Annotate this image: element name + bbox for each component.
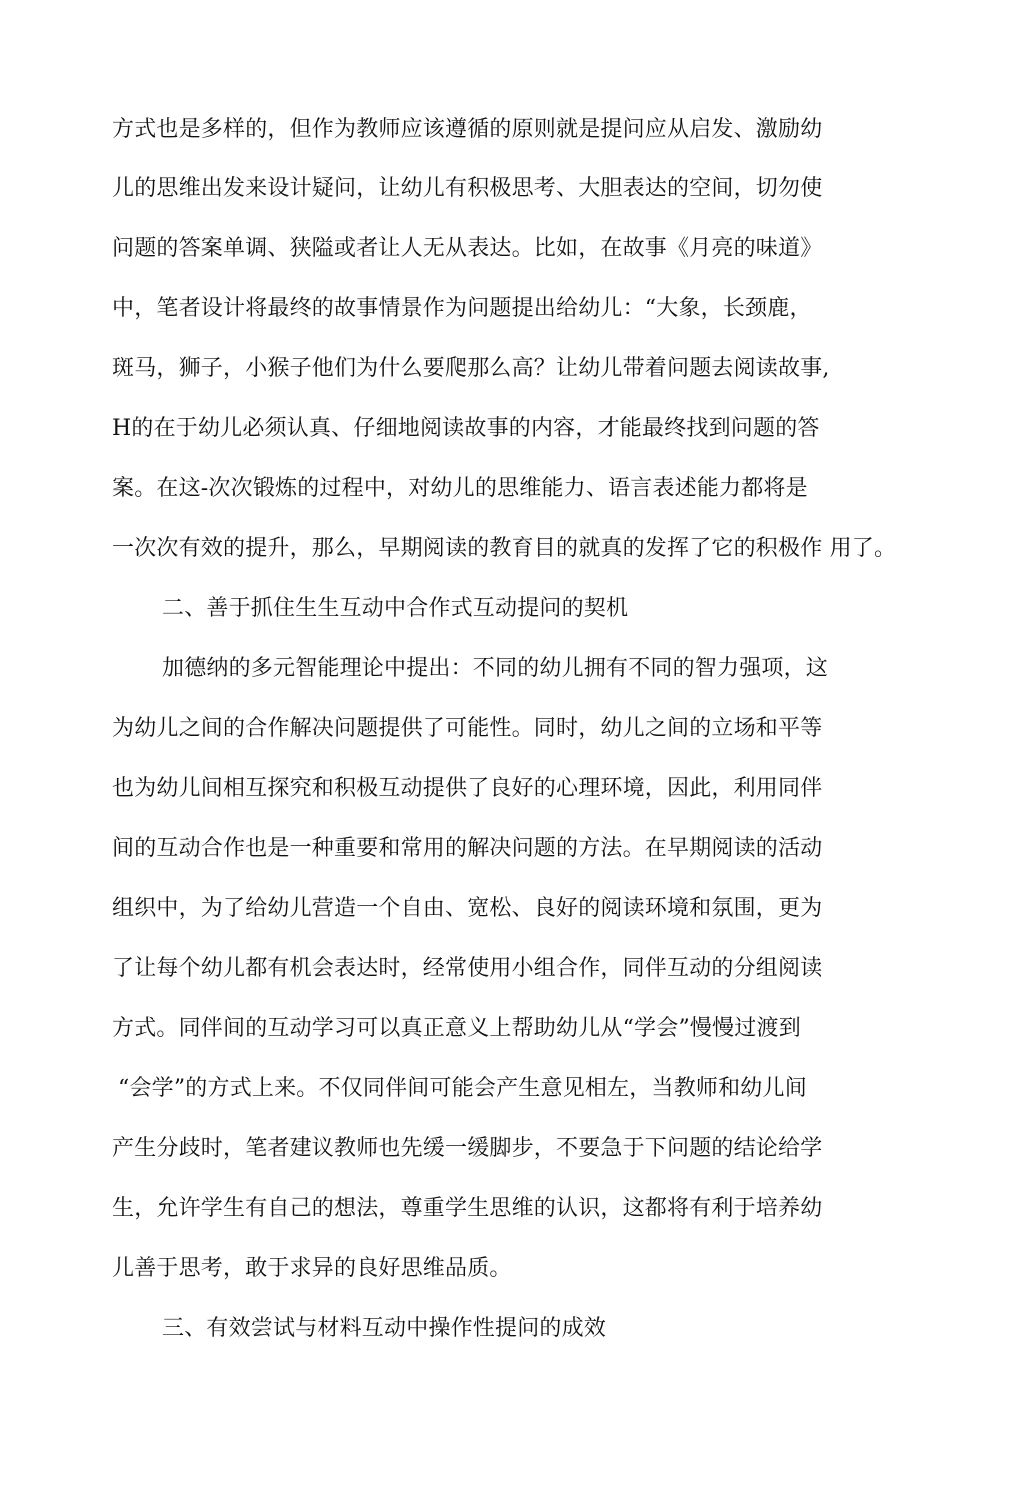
body-text-line: 也为幼儿间相互探究和积极互动提供了良好的心理环境，因此，利用同伴 xyxy=(112,776,823,801)
body-text-line: 组织中，为了给幼儿营造一个自由、宽松、良好的阅读环境和氛围，更为 xyxy=(112,896,823,921)
body-text-line: “会学”的方式上来。不仅同伴间可能会产生意见相左，当教师和幼儿间 xyxy=(118,1076,807,1101)
body-text-line: 案。在这-次次锻炼的过程中，对幼儿的思维能力、语言表述能力都将是 xyxy=(112,476,808,501)
section-heading: 二、善于抓住生生互动中合作式互动提问的契机 xyxy=(162,596,629,621)
body-text-line: 方式也是多样的，但作为教师应该遵循的原则就是提问应从启发、激励幼 xyxy=(112,117,823,142)
body-text-line: 一次次有效的提升，那么，早期阅读的教育目的就真的发挥了它的积极作 用了。 xyxy=(112,536,897,561)
body-text-line: 儿善于思考，敢于求异的良好思维品质。 xyxy=(112,1256,512,1281)
section-heading: 三、有效尝试与材料互动中操作性提问的成效 xyxy=(162,1316,607,1341)
body-text-line: 斑马，狮子，小猴子他们为什么要爬那么高？让幼儿带着问题去阅读故事, xyxy=(112,356,830,381)
paragraph-first-line: 加德纳的多元智能理论中提出：不同的幼儿拥有不同的智力强项，这 xyxy=(162,656,829,681)
body-text-line: 间的互动合作也是一种重要和常用的解决问题的方法。在早期阅读的活动 xyxy=(112,836,823,861)
body-text-line: H的在于幼儿必须认真、仔细地阅读故事的内容，才能最终找到问题的答 xyxy=(112,416,820,441)
body-text-line: 儿的思维出发来设计疑问，让幼儿有积极思考、大胆表达的空间，切勿使 xyxy=(112,176,823,201)
body-text-line: 产生分歧时，笔者建议教师也先缓一缓脚步，不要急于下问题的结论给学 xyxy=(112,1136,823,1161)
body-text-line: 生，允许学生有自己的想法，尊重学生思维的认识，这都将有利于培养幼 xyxy=(112,1196,823,1221)
body-text-line: 问题的答案单调、狭隘或者让人无从表达。比如，在故事《月亮的味道》 xyxy=(112,236,823,261)
body-text-line: 方式。同伴间的互动学习可以真正意义上帮助幼儿从“学会”慢慢过渡到 xyxy=(112,1016,801,1041)
body-text-line: 了让每个幼儿都有机会表达时，经常使用小组合作，同伴互动的分组阅读 xyxy=(112,956,823,981)
body-text-line: 为幼儿之间的合作解决问题提供了可能性。同时，幼儿之间的立场和平等 xyxy=(112,716,823,741)
body-text-line: 中，笔者设计将最终的故事情景作为问题提出给幼儿：“大象，长颈鹿， xyxy=(112,296,812,321)
